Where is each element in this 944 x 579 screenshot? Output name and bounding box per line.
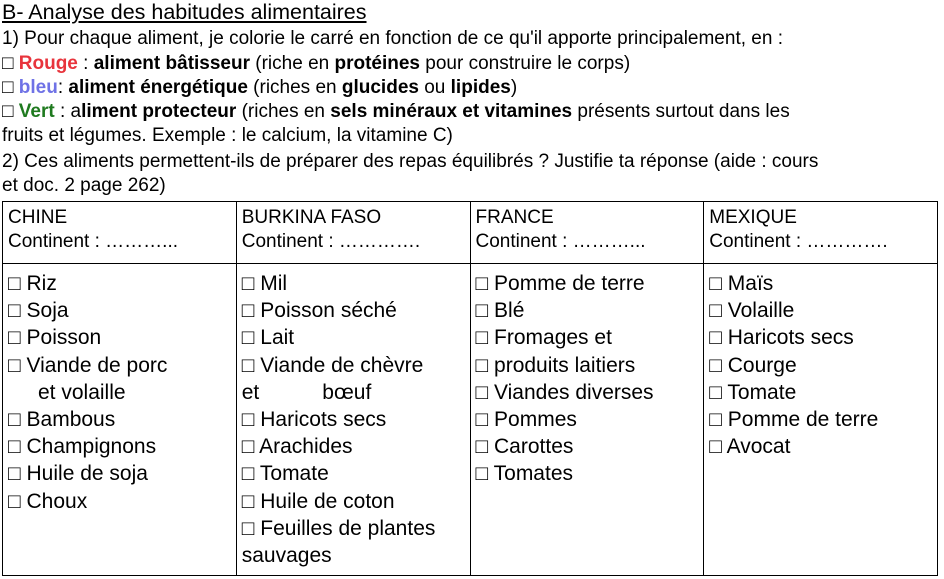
checkbox-icon: □ bbox=[2, 77, 14, 98]
food-item[interactable]: □ Avocat bbox=[709, 435, 791, 459]
legend-green-line2: fruits et légumes. Exemple : le calcium, la vitamine C) bbox=[2, 125, 453, 146]
legend-blue bbox=[2, 76, 517, 100]
legend-red bbox=[2, 52, 630, 76]
legend-red-type: aliment bâtisseur bbox=[93, 53, 250, 74]
food-list-burkina-faso bbox=[236, 264, 470, 576]
word-boeuf: bœuf bbox=[322, 380, 372, 404]
legend-green bbox=[2, 100, 790, 124]
food-item[interactable]: □ Huile de coton bbox=[241, 489, 395, 513]
country-header bbox=[704, 202, 938, 264]
legend-blue-word: bleu bbox=[18, 77, 58, 98]
food-item[interactable]: □ Arachides bbox=[241, 435, 353, 459]
legend-sep: : a bbox=[54, 101, 82, 122]
legend-text: (riches en bbox=[236, 101, 331, 122]
legend-green-key: sels minéraux et vitamines bbox=[330, 101, 573, 122]
country-name: MEXIQUE bbox=[709, 207, 797, 228]
country-name: BURKINA FASO bbox=[241, 207, 382, 228]
food-item[interactable]: □ Bambous bbox=[8, 408, 116, 432]
legend-blue-key2: lipides bbox=[450, 77, 511, 98]
food-item[interactable]: □ Mil bbox=[241, 272, 288, 295]
food-item-continued: et volaille bbox=[38, 380, 126, 404]
legend-sep: : bbox=[77, 53, 94, 74]
food-item[interactable]: □ Blé bbox=[475, 299, 525, 323]
word-et: et bbox=[241, 380, 260, 404]
food-list-france bbox=[470, 264, 704, 576]
food-list-mexique bbox=[704, 264, 938, 576]
legend-red-word: Rouge bbox=[18, 53, 78, 74]
legend-sep: : bbox=[57, 77, 69, 98]
country-header bbox=[236, 202, 470, 264]
country-name: FRANCE bbox=[475, 207, 554, 228]
country-header bbox=[3, 202, 237, 264]
legend-text: pour construire le corps) bbox=[420, 53, 631, 74]
food-item[interactable]: □ Haricots secs bbox=[709, 326, 854, 350]
food-item[interactable]: □ Pomme de terre bbox=[475, 272, 645, 295]
food-list-chine bbox=[3, 264, 237, 576]
legend-red-key: protéines bbox=[334, 53, 421, 74]
continent-field[interactable]: Continent : …………. bbox=[709, 231, 888, 252]
food-item-continued bbox=[242, 379, 465, 406]
table-body-row bbox=[3, 264, 938, 576]
food-item[interactable]: □ Choux bbox=[8, 489, 88, 513]
checkbox-icon: □ bbox=[2, 53, 14, 74]
food-item[interactable]: □ Haricots secs bbox=[241, 408, 387, 432]
food-item[interactable]: □ Riz bbox=[8, 272, 57, 295]
legend-text: (riche en bbox=[250, 53, 335, 74]
legend-blue-key1: glucides bbox=[341, 77, 419, 98]
food-item[interactable]: □ Huile de soja bbox=[8, 462, 148, 486]
legend-text: ) bbox=[510, 77, 518, 98]
food-item[interactable]: □ Feuilles de plantes bbox=[241, 516, 436, 540]
legend-text: ou bbox=[418, 77, 451, 98]
food-item[interactable]: □ Fromages et bbox=[475, 326, 612, 350]
food-item[interactable]: □ Soja bbox=[8, 299, 69, 323]
food-item[interactable]: □ Maïs bbox=[709, 272, 774, 295]
food-table bbox=[2, 201, 938, 576]
table-header-row bbox=[3, 202, 938, 264]
continent-field[interactable]: Continent : ………... bbox=[475, 231, 646, 252]
food-item[interactable]: □ Tomate bbox=[709, 380, 797, 404]
food-item[interactable]: □ Lait bbox=[241, 326, 295, 350]
continent-field[interactable]: Continent : …………. bbox=[241, 231, 421, 252]
food-item[interactable]: □ Poisson séché bbox=[241, 299, 397, 323]
food-item[interactable]: □ Viandes diverses bbox=[475, 380, 654, 404]
legend-text: présents surtout dans les bbox=[572, 101, 790, 122]
question-1: 1) Pour chaque aliment, je colorie le carré en fonction de ce qu'il apporte principalement, en : bbox=[2, 28, 783, 49]
checkbox-icon: □ bbox=[2, 101, 14, 122]
food-item[interactable]: □ Carottes bbox=[475, 435, 574, 459]
food-item[interactable]: □ Pomme de terre bbox=[709, 408, 879, 432]
food-item[interactable]: □ Pommes bbox=[475, 408, 577, 432]
legend-text: (riches en bbox=[247, 77, 342, 98]
question-2: 2) Ces aliments permettent-ils de préparer des repas équilibrés ? Justifie ta réponse (aide : cours bbox=[2, 151, 819, 172]
food-item[interactable]: □ Volaille bbox=[709, 299, 795, 323]
food-item[interactable]: □ Courge bbox=[709, 353, 797, 377]
food-item[interactable]: □ Champignons bbox=[8, 435, 157, 459]
country-header bbox=[470, 202, 704, 264]
food-item[interactable]: □ Tomates bbox=[475, 462, 574, 486]
food-item[interactable]: □ produits laitiers bbox=[475, 353, 636, 377]
food-item-continued: sauvages bbox=[241, 544, 332, 568]
section-title: B- Analyse des habitudes alimentaires bbox=[2, 0, 367, 24]
legend-green-type: liment protecteur bbox=[81, 101, 237, 122]
food-item[interactable]: □ Poisson bbox=[8, 326, 102, 350]
question-2-continued: et doc. 2 page 262) bbox=[2, 175, 166, 196]
continent-field[interactable]: Continent : ………... bbox=[8, 231, 179, 252]
legend-blue-type: aliment énergétique bbox=[68, 77, 248, 98]
country-name: CHINE bbox=[8, 207, 68, 228]
food-item[interactable]: □ Viande de chèvre bbox=[241, 353, 424, 377]
legend-green-word: Vert bbox=[18, 101, 55, 122]
food-item[interactable]: □ Viande de porc bbox=[8, 353, 168, 377]
food-item[interactable]: □ Tomate bbox=[241, 462, 329, 486]
